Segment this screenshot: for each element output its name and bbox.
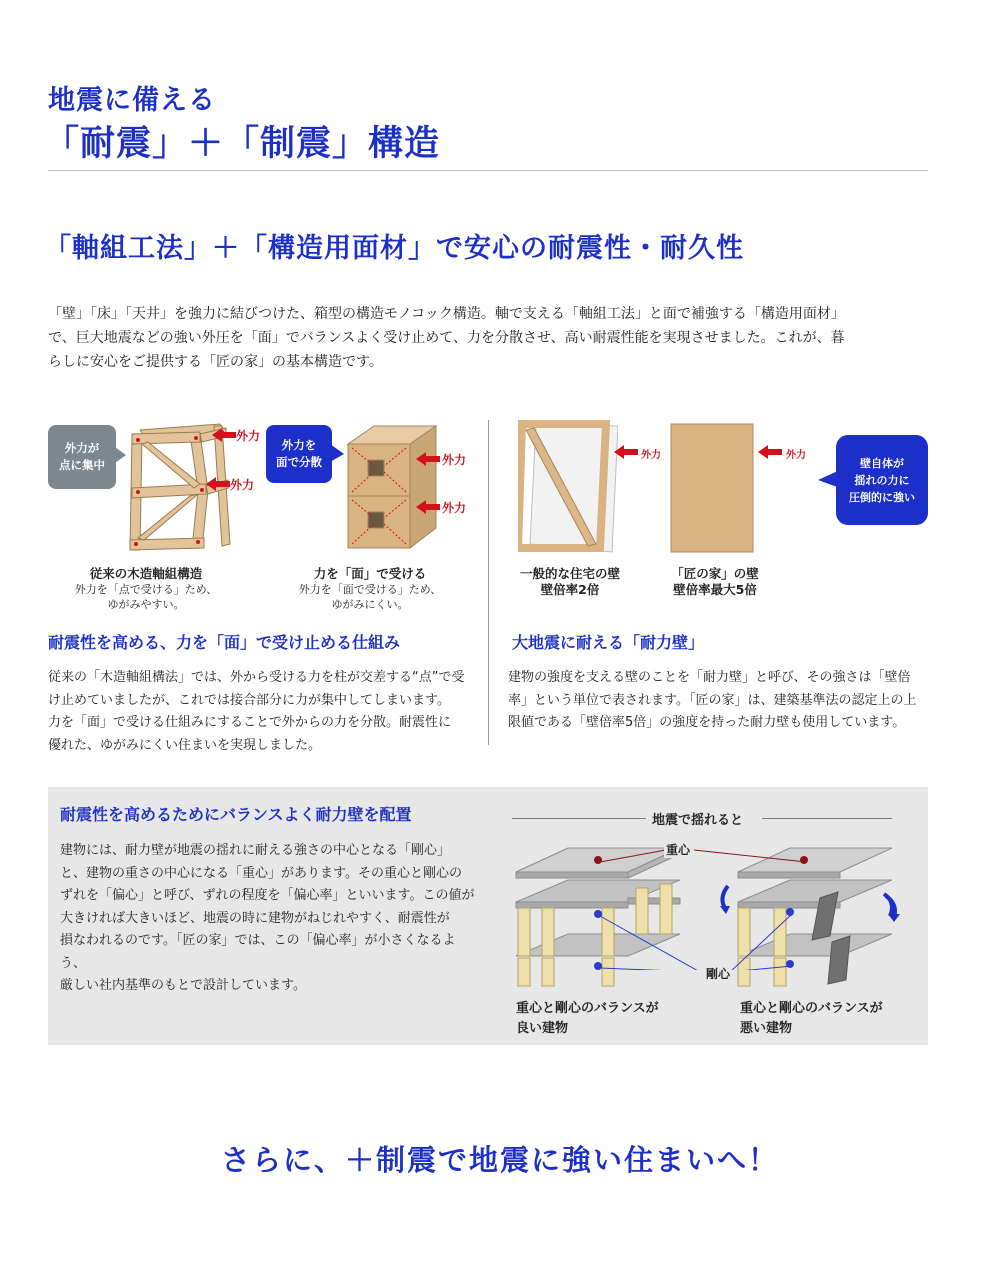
general-wall-illustration [518, 420, 618, 555]
title-divider [48, 170, 928, 171]
takumi-wall-illustration [670, 423, 754, 553]
force-arrow-icon [614, 445, 638, 459]
force-label: 外力 [786, 450, 806, 461]
right-section-heading: 大地震に耐える「耐力壁」 [512, 633, 705, 652]
force-label: 外力 [236, 429, 261, 443]
center-of-gravity-label: 重心 [666, 843, 691, 857]
intro-line: で、巨大地震などの強い外圧を「面」でバランスよく受け止めて、力を分散させ、高い耐震性能を実現させました。これが、暮 [48, 330, 845, 346]
wall-strength-bubble: 壁自体が 揺れの力に 圧倒的に強い [836, 435, 928, 525]
balance-body: 建物には、耐力壁が地震の揺れに耐える強さの中心となる「剛心」 と、建物の重さの中心になる「重心」があります。その重心と剛心の ずれを「偏心」と呼び、ずれの程度を「偏心率」といいます。この値が 大きければ大きいほど、地震の時に建物がねじれやすく、耐震性が 損なわれるのです。「匠の家」では、この「偏心率」が小さくなるよう、 厳しい社内基準のもとで設計しています。 [60, 843, 475, 993]
section-heading: 「軸組工法」＋「構造用面材」で安心の耐震性・耐久性 [44, 233, 744, 264]
frame-caption: 従来の木造軸組構造 外力を「点で受ける」ため、 ゆがみやすい。 [74, 566, 218, 611]
page-subtitle: 地震に備える [48, 85, 216, 116]
intro-paragraph [48, 302, 932, 374]
right-section-body: 建物の強度を支える壁のことを「耐力壁」と呼び、その強さは「壁倍 率」という単位で表されます。「匠の家」は、建築基準法の認定上の上 限値である「壁倍率5倍」の強度を持った耐力壁も使用しています。 [508, 670, 917, 730]
diagram-title: 地震で揺れると [652, 813, 744, 828]
force-label: 外力 [641, 450, 661, 461]
diagram-title-rule [512, 818, 646, 819]
force-label: 外力 [442, 453, 467, 467]
force-arrow-icon [212, 428, 236, 442]
left-section-heading: 耐震性を高める、力を「面」で受け止める仕組み [48, 633, 401, 652]
balance-heading: 耐震性を高めるためにバランスよく耐力壁を配置 [60, 805, 412, 824]
force-arrow-icon [758, 445, 782, 459]
diagram-title-rule [762, 818, 892, 819]
closing-heading: さらに、＋制震で地震に強い住まいへ！ [220, 1143, 779, 1177]
left-section-body: 従来の「木造軸組構法」では、外から受ける力を柱が交差する“点”で受 け止めていましたが、これでは接合部分に力が集中してしまいます。 力を「面」で受ける仕組みにすることで外からの力を分散。耐震性に 優れた、ゆがみにくい住まいを実現しました。 [48, 670, 465, 753]
force-label: 外力 [442, 501, 467, 515]
intro-line: らしに安心をご提供する「匠の家」の基本構造です。 [48, 354, 383, 370]
surface-force-bubble: 外力を 面で分散 [266, 425, 332, 483]
good-building-caption: 重心と剛心のバランスが 良い建物 [516, 1001, 659, 1036]
intro-line: 「壁」「床」「天井」を強力に結びつけた、箱型の構造モノコック構造。軸で支える「軸組工法」と面で補強する「構造用面材」 [48, 306, 845, 322]
label-leader-lines [590, 840, 820, 970]
force-arrow-icon [416, 452, 440, 466]
point-force-bubble: 外力が 点に集中 [48, 425, 116, 489]
rotation-arrow-icon [884, 894, 904, 924]
takumi-wall-caption: 「匠の家」の壁 壁倍率最大5倍 [671, 566, 759, 597]
force-label: 外力 [230, 478, 255, 492]
bad-building-caption: 重心と剛心のバランスが 悪い建物 [740, 1001, 883, 1036]
general-wall-caption: 一般的な住宅の壁 壁倍率2倍 [519, 566, 620, 597]
force-arrow-icon [206, 477, 230, 491]
force-arrow-icon [416, 500, 440, 514]
center-of-rigidity-label: 剛心 [706, 967, 731, 981]
panel-divider [488, 420, 489, 745]
page-title: 「耐震」＋「制震」構造 [44, 124, 441, 164]
bubble-pointer [330, 444, 344, 464]
panel-box-illustration [344, 420, 444, 555]
box-caption: 力を「面」で受ける 外力を「面で受ける」ため、 ゆがみにくい。 [298, 566, 442, 611]
